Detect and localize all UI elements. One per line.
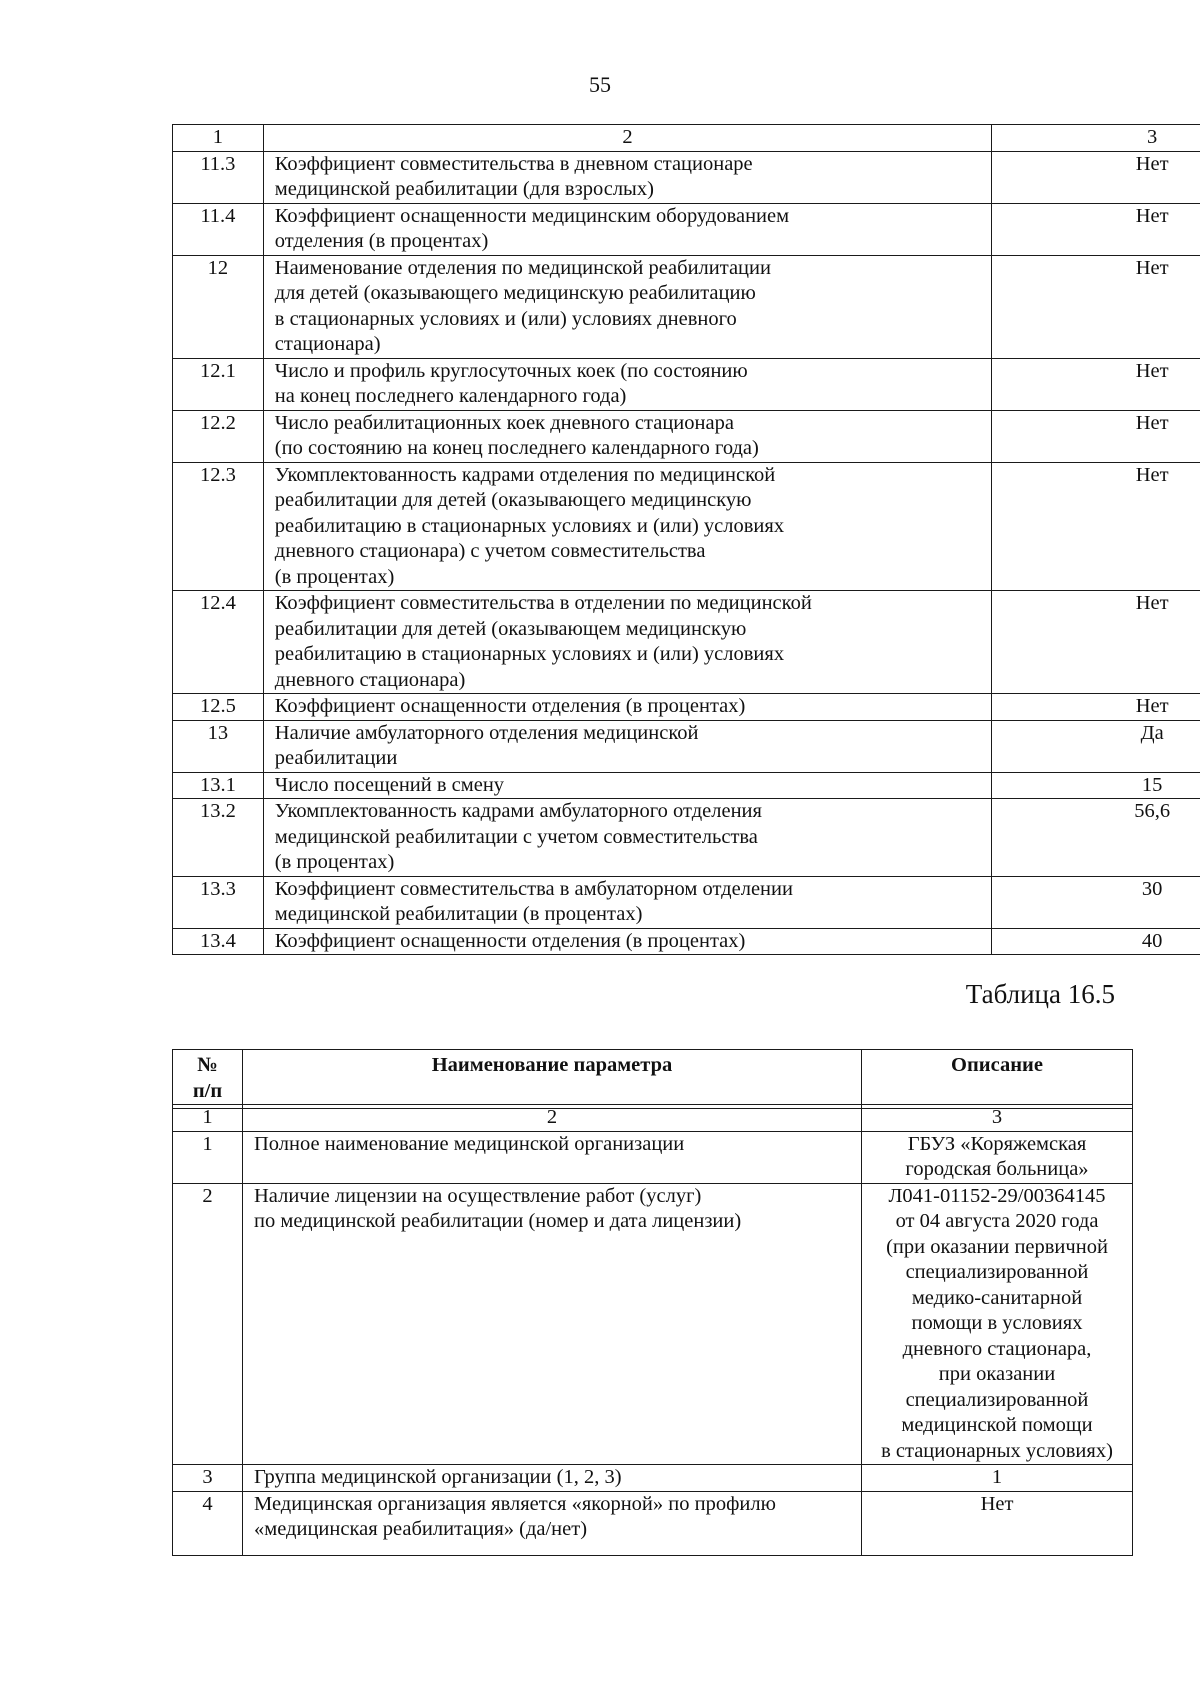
table-row: [173, 720, 1200, 772]
parameter-line: дневного стационара) с учетом совместительства: [274, 540, 706, 562]
parameter-line: Укомплектованность кадрами амбулаторного отделения: [274, 800, 762, 822]
description-line: при оказании: [938, 1363, 1056, 1385]
parameter-name: [263, 358, 992, 410]
parameter-line: Группа медицинской организации (1, 2, 3): [254, 1466, 622, 1488]
table-row: [173, 151, 1200, 203]
table-row: [173, 1183, 1133, 1465]
row-number: 13.3: [173, 876, 264, 928]
table-row: [173, 1131, 1133, 1183]
parameter-line: по медицинской реабилитации (номер и дата лицензии): [254, 1210, 742, 1232]
parameter-line: Коэффициент оснащенности медицинским оборудованием: [274, 204, 790, 227]
description-line: (при оказании первичной: [886, 1235, 1108, 1258]
parameter-name: [263, 255, 992, 358]
description-line: 1: [991, 1466, 1003, 1488]
parameter-line: Укомплектованность кадрами отделения по медицинской: [274, 463, 776, 486]
page-number: 55: [589, 72, 611, 97]
description-line: помощи в условиях: [911, 1312, 1083, 1334]
parameter-value: Да: [992, 720, 1200, 772]
column-number-1: 1: [173, 125, 264, 152]
parameter-value: Нет: [992, 255, 1200, 358]
description-line: ГБУЗ «Коряжемская: [907, 1132, 1087, 1155]
description-line: специализированной: [905, 1388, 1089, 1411]
parameter-value: 30: [992, 876, 1200, 928]
parameter-name: [263, 410, 992, 462]
parameter-line: Наличие лицензии на осуществление работ (услуг): [254, 1184, 702, 1207]
parameter-value: 56,6: [992, 799, 1200, 877]
parameter-line: Наименование отделения по медицинской реабилитации: [274, 256, 771, 279]
table-row: [173, 1491, 1133, 1555]
parameter-line: Коэффициент совместительства в амбулаторном отделении: [274, 877, 793, 900]
table-row: [173, 799, 1200, 877]
parameter-description: [862, 1491, 1133, 1555]
table-row: [173, 255, 1200, 358]
parameter-line: реабилитации для детей (оказывающего медицинскую: [274, 489, 752, 511]
parameter-name: [243, 1183, 862, 1465]
row-number: 13.1: [173, 772, 264, 799]
row-number: 12.4: [173, 591, 264, 694]
description-line: городская больница»: [905, 1158, 1089, 1180]
table-row: [173, 410, 1200, 462]
table-caption: Таблица 16.5: [965, 979, 1115, 1009]
parameter-description: [862, 1131, 1133, 1183]
row-number: 12.1: [173, 358, 264, 410]
parameter-name: [243, 1465, 862, 1492]
parameter-line: Число посещений в смену: [274, 773, 505, 796]
parameter-value: 15: [992, 772, 1200, 799]
row-number: 12.5: [173, 694, 264, 721]
parameter-value: Нет: [992, 151, 1200, 203]
parameter-line: Число и профиль круглосуточных коек (по состоянию: [274, 359, 748, 382]
parameter-line: на конец последнего календарного года): [274, 385, 627, 407]
table-row: [173, 358, 1200, 410]
parameter-line: стационара): [274, 333, 381, 355]
column-number-row: [173, 125, 1200, 152]
parameter-line: для детей (оказывающего медицинскую реабилитацию: [274, 282, 756, 304]
parameter-line: Наличие амбулаторного отделения медицинской: [274, 721, 699, 744]
column-number-2: 2: [243, 1105, 862, 1132]
header-num: [173, 1050, 243, 1109]
parameter-line: реабилитацию в стационарных условиях и (или) условиях: [274, 514, 785, 537]
description-line: в стационарных условиях): [881, 1439, 1113, 1462]
parameter-name: [243, 1131, 862, 1183]
column-number-2: 2: [263, 125, 992, 152]
parameter-value: Нет: [992, 591, 1200, 694]
table-16-5-body: [173, 1105, 1133, 1556]
parameter-name: [263, 151, 992, 203]
row-number: 12: [173, 255, 264, 358]
parameter-name: [263, 462, 992, 591]
parameter-value: Нет: [992, 203, 1200, 255]
parameter-line: Коэффициент оснащенности отделения (в процентах): [274, 929, 746, 952]
parameter-line: Коэффициент оснащенности отделения (в процентах): [274, 695, 746, 717]
parameter-line: медицинской реабилитации (в процентах): [274, 903, 643, 925]
parameter-line: дневного стационара): [274, 668, 466, 691]
table-row: [173, 591, 1200, 694]
parameter-description: [862, 1183, 1133, 1465]
parameter-name: [263, 694, 992, 721]
row-number: 12.3: [173, 462, 264, 591]
parameter-description: [862, 1465, 1133, 1492]
parameter-name: [263, 799, 992, 877]
column-number-3: 3: [992, 125, 1200, 152]
row-number: 11.3: [173, 151, 264, 203]
row-number: 1: [173, 1131, 243, 1183]
parameter-name: [263, 591, 992, 694]
column-number-3: 3: [862, 1105, 1133, 1132]
description-line: специализированной: [905, 1261, 1089, 1283]
table-row: [173, 203, 1200, 255]
description-line: медицинской помощи: [901, 1414, 1093, 1436]
table-row: [173, 876, 1200, 928]
parameter-value: Нет: [992, 410, 1200, 462]
table-continued: [172, 124, 1200, 955]
table-header: [172, 1049, 1133, 1109]
table-row: [173, 462, 1200, 591]
parameter-name: [263, 720, 992, 772]
table-16-5: [172, 1104, 1133, 1556]
parameter-line: Коэффициент совместительства в отделении по медицинской: [274, 592, 812, 614]
row-number: 3: [173, 1465, 243, 1492]
parameter-name: [263, 772, 992, 799]
parameter-line: Число реабилитационных коек дневного стационара: [274, 411, 734, 434]
parameter-line: реабилитацию в стационарных условиях и (или) условиях: [274, 643, 785, 665]
parameter-name: [263, 928, 992, 955]
description-line: дневного стационара,: [902, 1337, 1092, 1360]
parameter-line: Коэффициент совместительства в дневном стационаре: [274, 152, 753, 175]
column-number-row: [173, 1105, 1133, 1132]
table-row: [173, 694, 1200, 721]
row-number: 12.2: [173, 410, 264, 462]
row-number: 4: [173, 1491, 243, 1555]
parameter-name: [263, 876, 992, 928]
parameter-line: Медицинская организация является «якорной» по профилю: [254, 1492, 776, 1515]
parameter-value: Нет: [992, 694, 1200, 721]
header-num-line: №: [197, 1054, 218, 1076]
table-row: [173, 1465, 1133, 1492]
row-number: 11.4: [173, 203, 264, 255]
parameter-value: Нет: [992, 462, 1200, 591]
parameter-line: отделения (в процентах): [274, 230, 489, 252]
description-line: Нет: [980, 1492, 1014, 1515]
parameter-line: реабилитации для детей (оказывающем медицинскую: [274, 617, 747, 640]
header-name: Наименование параметра: [243, 1050, 862, 1109]
parameter-name: [243, 1491, 862, 1555]
table-row: [173, 928, 1200, 955]
header-desc: Описание: [862, 1050, 1133, 1109]
parameter-name: [263, 203, 992, 255]
row-number: 2: [173, 1183, 243, 1465]
parameter-line: Полное наименование медицинской организации: [254, 1132, 685, 1155]
description-line: медико-санитарной: [911, 1286, 1083, 1309]
header-num-line: п/п: [192, 1079, 223, 1102]
description-line: Л041-01152-29/00364145: [888, 1184, 1106, 1207]
parameter-line: (в процентах): [274, 851, 395, 873]
parameter-line: в стационарных условиях и (или) условиях дневного: [274, 307, 737, 330]
parameter-line: «медицинская реабилитация» (да/нет): [254, 1518, 588, 1540]
header-row: [173, 1050, 1133, 1109]
parameter-line: медицинской реабилитации (для взрослых): [274, 178, 654, 200]
parameter-value: Нет: [992, 358, 1200, 410]
description-line: от 04 августа 2020 года: [895, 1210, 1099, 1232]
column-number-1: 1: [173, 1105, 243, 1132]
parameter-line: (в процентах): [274, 565, 395, 588]
parameter-line: реабилитации: [274, 747, 398, 769]
table-continued-body: [173, 125, 1200, 955]
parameter-value: 40: [992, 928, 1200, 955]
table-row: [173, 772, 1200, 799]
parameter-line: медицинской реабилитации с учетом совместительства: [274, 825, 758, 848]
row-number: 13.4: [173, 928, 264, 955]
row-number: 13.2: [173, 799, 264, 877]
parameter-line: (по состоянию на конец последнего календарного года): [274, 437, 759, 459]
row-number: 13: [173, 720, 264, 772]
